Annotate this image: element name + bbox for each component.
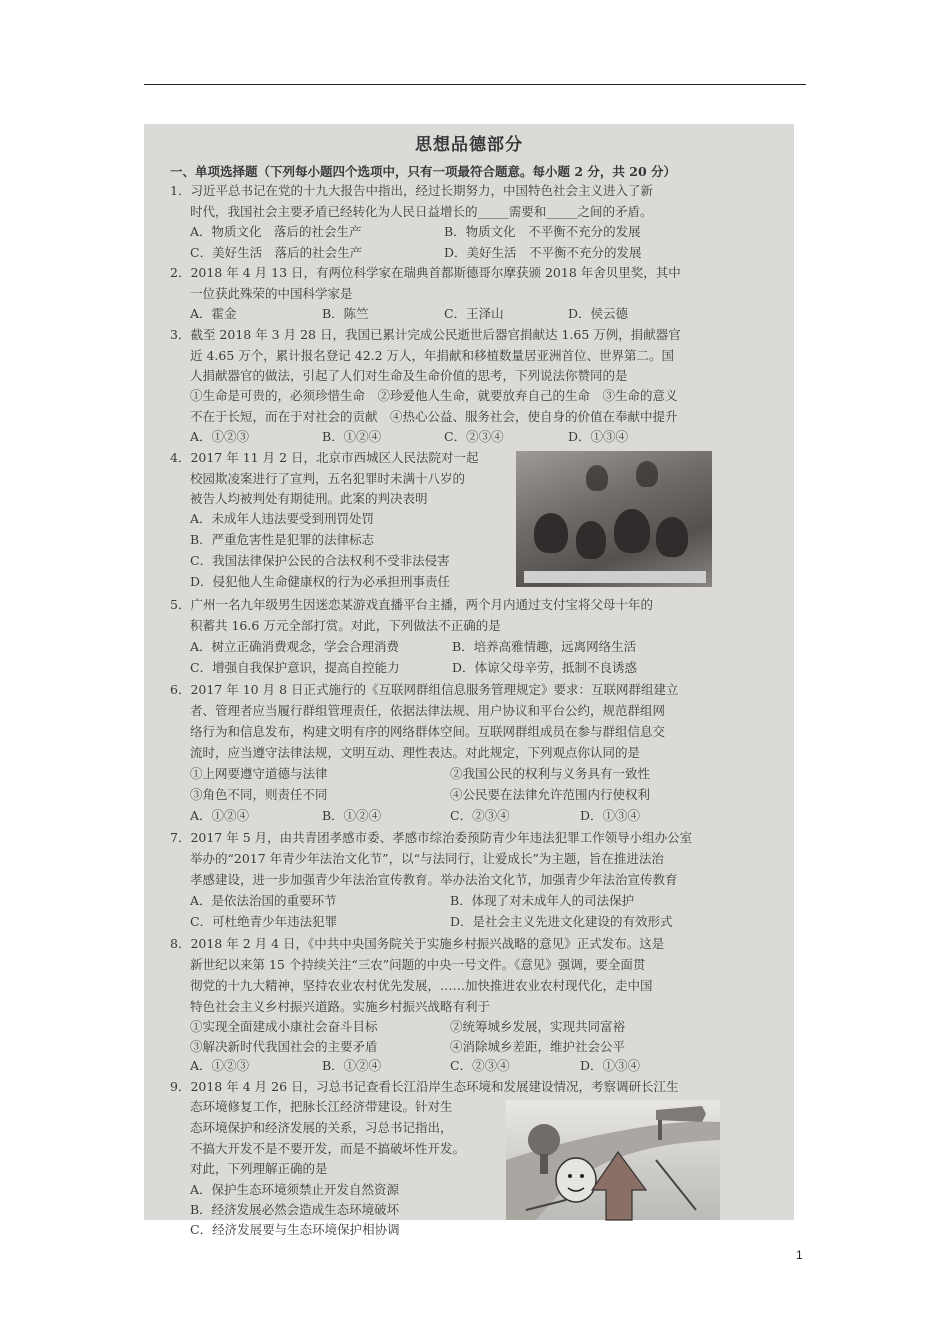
text-line: A．树立正确消费观念，学会合理消费 xyxy=(190,639,400,654)
text-line: B．严重危害性是犯罪的法律标志 xyxy=(190,532,375,547)
text-line: C．②③④ xyxy=(444,429,504,444)
text-line: D．美好生活 不平衡不充分的发展 xyxy=(444,245,642,260)
text-line: 9．2018 年 4 月 26 日，习总书记查看长江沿岸生态环境和发展建设情况，考察调研长江生 xyxy=(170,1079,679,1094)
text-line: 7．2017 年 5 月，由共青团孝感市委、孝感市综治委预防青少年违法犯罪工作领导小组办公室 xyxy=(170,830,693,845)
text-line: 2．2018 年 4 月 13 日，有两位科学家在瑞典首都斯德哥尔摩获颁 2018 年舍贝里奖，其中 xyxy=(170,265,681,280)
text-line: B．①②④ xyxy=(322,1058,382,1073)
text-line: 被告人均被判处有期徒刑。此案的判决表明 xyxy=(190,491,428,506)
page-number: 1 xyxy=(796,1248,803,1262)
text-line: B．①②④ xyxy=(322,429,382,444)
text-line: B．体现了对未成年人的司法保护 xyxy=(450,893,635,908)
text-line: C．②③④ xyxy=(450,1058,510,1073)
text-line: 特色社会主义乡村振兴道路。实施乡村振兴战略有利于 xyxy=(190,999,491,1014)
text-line: C．美好生活 落后的社会生产 xyxy=(190,245,363,260)
text-line: D．侯云德 xyxy=(568,306,629,321)
text-line: B．陈竺 xyxy=(322,306,369,321)
section-heading: 一、单项选择题（下列每小题四个选项中，只有一项最符合题意。每小题 2 分，共 20 分） xyxy=(170,164,677,179)
courtroom-photo xyxy=(516,451,712,587)
text-line: D．①③④ xyxy=(568,429,629,444)
text-line: ①实现全面建成小康社会奋斗目标 xyxy=(190,1019,378,1034)
text-line: C．可杜绝青少年违法犯罪 xyxy=(190,914,338,929)
text-line: ④消除城乡差距，维护社会公平 xyxy=(450,1039,626,1054)
text-line: ③角色不同，则责任不同 xyxy=(190,787,328,802)
text-line: A．保护生态环境须禁止开发自然资源 xyxy=(190,1182,400,1197)
text-line: A．物质文化 落后的社会生产 xyxy=(190,224,362,239)
text-line: 时代，我国社会主要矛盾已经转化为人民日益增长的_____需要和_____之间的矛盾。 xyxy=(190,204,653,219)
text-line: 举办的“2017 年青少年法治文化节”，以“与法同行，让爱成长”为主题，旨在推进法治 xyxy=(190,851,664,866)
text-line: A．是依法治国的重要环节 xyxy=(190,893,337,908)
text-line: A．未成年人违法要受到刑罚处罚 xyxy=(190,511,375,526)
text-line: A．①②③ xyxy=(190,1058,250,1073)
text-line: C．增强自我保护意识，提高自控能力 xyxy=(190,660,400,675)
photo-caption xyxy=(524,571,706,583)
text-line: B．经济发展必然会造成生态环境破坏 xyxy=(190,1202,400,1217)
text-line: 者、管理者应当履行群组管理责任，依据法律法规、用户协议和平台公约，规范群组网 xyxy=(190,703,666,718)
text-line: D．侵犯他人生命健康权的行为必承担刑事责任 xyxy=(190,574,451,589)
page-title: 思想品德部分 xyxy=(415,135,523,155)
text-line: C．②③④ xyxy=(450,808,510,823)
scanned-exam-page xyxy=(144,124,794,1237)
text-line: ①生命是可贵的，必须珍惜生命 ②珍爱他人生命，就要放弃自己的生命 ③生命的意义 xyxy=(190,388,678,403)
text-line: 孝感建设，进一步加强青少年法治宣传教育。举办法治文化节，加强青少年法治宣传教育 xyxy=(190,872,678,887)
text-line: 3．截至 2018 年 3 月 28 日，我国已累计完成公民逝世后器官捐献达 1.65 万例，捐献器官 xyxy=(170,327,681,342)
text-line: 不搞大开发不是不要开发，而是不搞破坏性开发。 xyxy=(190,1141,466,1156)
text-line: 态环境保护和经济发展的关系，习总书记指出， xyxy=(190,1120,453,1135)
text-line: 积蓄共 16.6 万元全部打赏。对此，下列做法不正确的是 xyxy=(190,618,501,633)
text-line: D．①③④ xyxy=(580,808,641,823)
text-line: C．经济发展要与生态环境保护相协调 xyxy=(190,1222,400,1237)
text-line: 态环境修复工作，把脉长江经济带建设。针对生 xyxy=(190,1099,453,1114)
text-line: 5．广州一名九年级男生因迷恋某游戏直播平台主播，两个月内通过支付宝将父母十年的 xyxy=(170,597,653,612)
text-line: D．①③④ xyxy=(580,1058,641,1073)
header-rule xyxy=(144,84,806,85)
text-line: 对此，下列理解正确的是 xyxy=(190,1161,328,1176)
text-line: A．①②③ xyxy=(190,429,250,444)
text-line: 流时，应当遵守法律法规，文明互动、理性表达。对此规定，下列观点你认同的是 xyxy=(190,745,641,760)
text-line: D．是社会主义先进文化建设的有效形式 xyxy=(450,914,673,929)
text-line: C．我国法律保护公民的合法权利不受非法侵害 xyxy=(190,553,450,568)
text-line: ②我国公民的权利与义务具有一致性 xyxy=(450,766,651,781)
text-line: C．王泽山 xyxy=(444,306,504,321)
text-line: 彻党的十九大精神，坚持农业农村优先发展，……加快推进农业农村现代化，走中国 xyxy=(190,978,653,993)
cartoon-drawing xyxy=(506,1100,720,1220)
text-line: D．体谅父母辛劳，抵制不良诱惑 xyxy=(452,660,638,675)
text-line: 新世纪以来第 15 个持续关注“三农”问题的中央一号文件。《意见》强调，要全面贯 xyxy=(190,957,646,972)
text-line: ③解决新时代我国社会的主要矛盾 xyxy=(190,1039,378,1054)
text-line: B．培养高雅情趣，远离网络生活 xyxy=(452,639,637,654)
text-line: 8．2018 年 2 月 4 日，《中共中央国务院关于实施乡村振兴战略的意见》正式发布。这是 xyxy=(170,936,665,951)
text-line: 人捐献器官的做法，引起了人们对生命及生命价值的思考，下列说法你赞同的是 xyxy=(190,368,628,383)
text-line: 4．2017 年 11 月 2 日，北京市西城区人民法院对一起 xyxy=(170,450,479,465)
text-line: 6．2017 年 10 月 8 日正式施行的《互联网群组信息服务管理规定》要求：互联网群组建立 xyxy=(170,682,679,697)
text-line: 不在于长短，而在于对社会的贡献 ④热心公益、服务社会，使自身的价值在奉献中提升 xyxy=(190,409,678,424)
text-line: ②统筹城乡发展，实现共同富裕 xyxy=(450,1019,626,1034)
text-line: B．①②④ xyxy=(322,808,382,823)
text-line: 近 4.65 万个，累计报名登记 42.2 万人，年捐献和移植数量居亚洲首位、世界第二。国 xyxy=(190,348,675,363)
cartoon-illustration xyxy=(506,1100,720,1220)
text-line: 校园欺凌案进行了宣判，五名犯罪时未满十八岁的 xyxy=(190,471,466,486)
text-line: A．①②④ xyxy=(190,808,250,823)
text-line: ④公民要在法律允许范围内行使权利 xyxy=(450,787,651,802)
text-line: B．物质文化 不平衡不充分的发展 xyxy=(444,224,641,239)
text-line: A．霍金 xyxy=(190,306,237,321)
text-line: 一位获此殊荣的中国科学家是 xyxy=(190,286,353,301)
text-line: 1．习近平总书记在党的十九大报告中指出，经过长期努力，中国特色社会主义进入了新 xyxy=(170,183,653,198)
text-line: ①上网要遵守道德与法律 xyxy=(190,766,328,781)
text-line: 络行为和信息发布，构建文明有序的网络群体空间。互联网群组成员在参与群组信息交 xyxy=(190,724,666,739)
